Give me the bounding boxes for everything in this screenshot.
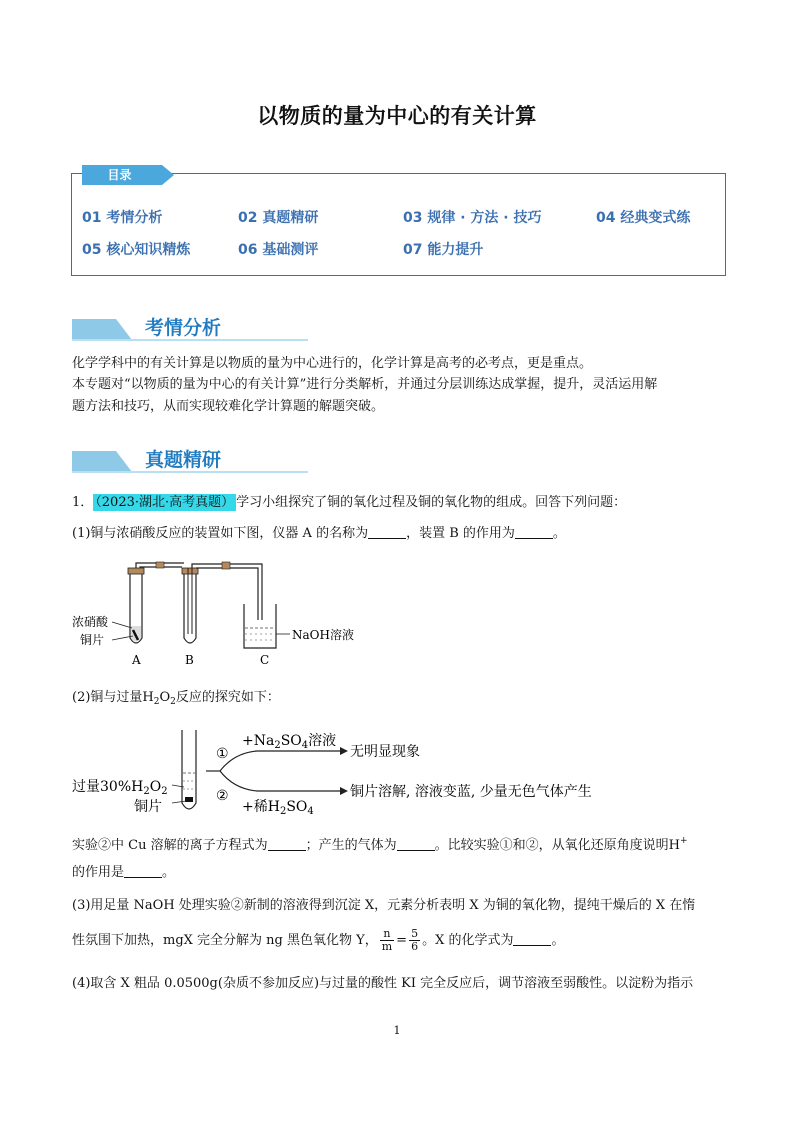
question-part-2 xyxy=(72,688,280,712)
text: 。 xyxy=(162,865,176,880)
text: 反应的探究如下： xyxy=(175,690,280,705)
denominator: 6 xyxy=(411,940,419,953)
stopper-a xyxy=(128,568,144,574)
result-1: 无明显现象 xyxy=(350,744,420,760)
stopper-b xyxy=(182,568,198,574)
apparatus-figure xyxy=(72,560,372,670)
condition-2: ② xyxy=(216,788,229,804)
section-heading-text: 真题精研 xyxy=(145,449,222,471)
toc-item-4[interactable]: 04 经典变式练 xyxy=(596,210,691,226)
text: ；产生的气体为 xyxy=(305,838,397,853)
label-naoh: NaOH溶液 xyxy=(292,628,354,642)
result-2: 铜片溶解, 溶液变蓝, 少量无色气体产生 xyxy=(350,784,592,800)
text: 。比较实验①和②，从氧化还原角度说明 xyxy=(434,838,669,853)
answer-blank[interactable] xyxy=(368,526,406,539)
text: = xyxy=(396,933,408,948)
copper-label: 铜片 xyxy=(134,799,162,815)
text: H xyxy=(668,838,680,853)
text: (1)铜与浓硝酸反应的装置如下图，仪器 A 的名称为 xyxy=(72,526,369,541)
question-part-1 xyxy=(72,524,566,544)
question-intro-text: 学习小组探究了铜的氧化过程及铜的氧化物的组成。回答下列问题： xyxy=(236,495,627,510)
section-heading-kaoqing xyxy=(72,313,308,341)
tube-b xyxy=(184,572,196,643)
toc-item-1[interactable]: 01 考情分析 xyxy=(82,210,163,226)
answer-blank[interactable] xyxy=(513,933,551,946)
toc-tag-label: 目录 xyxy=(107,168,132,182)
page-number: 1 xyxy=(393,1024,401,1037)
text: 的作用是 xyxy=(72,865,125,880)
toc-tag xyxy=(82,165,174,185)
text: H xyxy=(142,690,154,705)
reagent-h2so4: +稀$H_2SO_4$ xyxy=(242,799,314,817)
paragraph-2a: 本专题对“以物质的量为中心的有关计算”进行分类解析，并通过分层训练达成掌握，提升，灵活运用解 xyxy=(72,377,658,392)
text: ，装置 B 的作用为 xyxy=(406,526,515,541)
clamp-ab xyxy=(156,562,164,568)
text: (2)铜与过量 xyxy=(72,690,143,705)
paragraph-2b: 题方法和技巧，从而实现较难化学计算题的解题突破。 xyxy=(72,399,385,414)
answer-blank[interactable] xyxy=(268,838,306,851)
toc-item-7[interactable]: 07 能力提升 xyxy=(403,242,484,258)
text: O xyxy=(159,690,171,705)
label-copper: 铜片 xyxy=(80,633,105,647)
label-a: A xyxy=(132,653,141,667)
answer-blank[interactable] xyxy=(515,526,553,539)
answer-blank[interactable] xyxy=(124,865,162,878)
answer-blank[interactable] xyxy=(397,838,435,851)
label-acid: 浓硝酸 xyxy=(72,615,109,629)
toc-item-6[interactable]: 06 基础测评 xyxy=(238,242,319,258)
text: 。 xyxy=(552,526,566,541)
h2o2-experiment-figure xyxy=(72,725,652,825)
reagent-label: 过量$30\%H_2O_2$ xyxy=(72,779,168,797)
question-intro xyxy=(72,493,626,513)
clamp-bc xyxy=(222,562,230,569)
section-heading-zhenti xyxy=(72,445,308,473)
text: 性氛围下加热，mgX 完全分解为 ng 黑色氧化物 Y， xyxy=(72,933,378,948)
label-b: B xyxy=(185,653,194,667)
text: 。 xyxy=(551,933,565,948)
toc-item-5[interactable]: 05 核心知识精炼 xyxy=(82,242,191,258)
superscript: + xyxy=(679,836,688,846)
condition-1: ① xyxy=(216,746,229,762)
question-part-3-line2 xyxy=(72,926,564,956)
page-title: 以物质的量为中心的有关计算 xyxy=(257,104,537,128)
fraction-n-m xyxy=(380,928,394,953)
numerator: 5 xyxy=(411,927,419,940)
denominator: m xyxy=(381,940,393,953)
subscript: 2 xyxy=(153,697,160,707)
question-part-2-line2 xyxy=(72,863,175,883)
numerator: n xyxy=(380,928,394,941)
question-part-3-line1: (3)用足量 NaOH 处理实验②新制的溶液得到沉淀 X，元素分析表明 X 为铜的氧化物，提纯干燥后的 X 在惰 xyxy=(72,898,696,913)
fraction-5-6 xyxy=(409,928,420,953)
paragraph-1: 化学学科中的有关计算是以物质的量为中心进行的，化学计算是高考的必考点，更是重点。 xyxy=(72,356,593,371)
question-part-4-line1: (4)取含 X 粗品 0.0500g(杂质不参加反应)与过量的酸性 KI 完全反应后，调节溶液至弱酸性。以淀粉为指示 xyxy=(72,976,694,991)
question-source-badge[interactable]: （2023·湖北·高考真题） xyxy=(95,495,235,510)
question-number: 1． xyxy=(72,495,94,510)
text: 。X 的化学式为 xyxy=(422,933,514,948)
question-part-2-line1 xyxy=(72,831,688,856)
copper-piece xyxy=(185,797,193,802)
toc-item-3[interactable]: 03 规律 · 方法 · 技巧 xyxy=(403,210,542,226)
label-c: C xyxy=(260,653,270,667)
reagent-na2so4: $+Na_2SO_4$溶液 xyxy=(242,733,337,751)
subscript: 2 xyxy=(170,697,176,707)
section-heading-text: 考情分析 xyxy=(145,317,222,339)
beaker-c xyxy=(244,604,276,648)
toc-item-2[interactable]: 02 真题精研 xyxy=(238,210,319,226)
text: 实验②中 Cu 溶解的离子方程式为 xyxy=(72,838,268,853)
